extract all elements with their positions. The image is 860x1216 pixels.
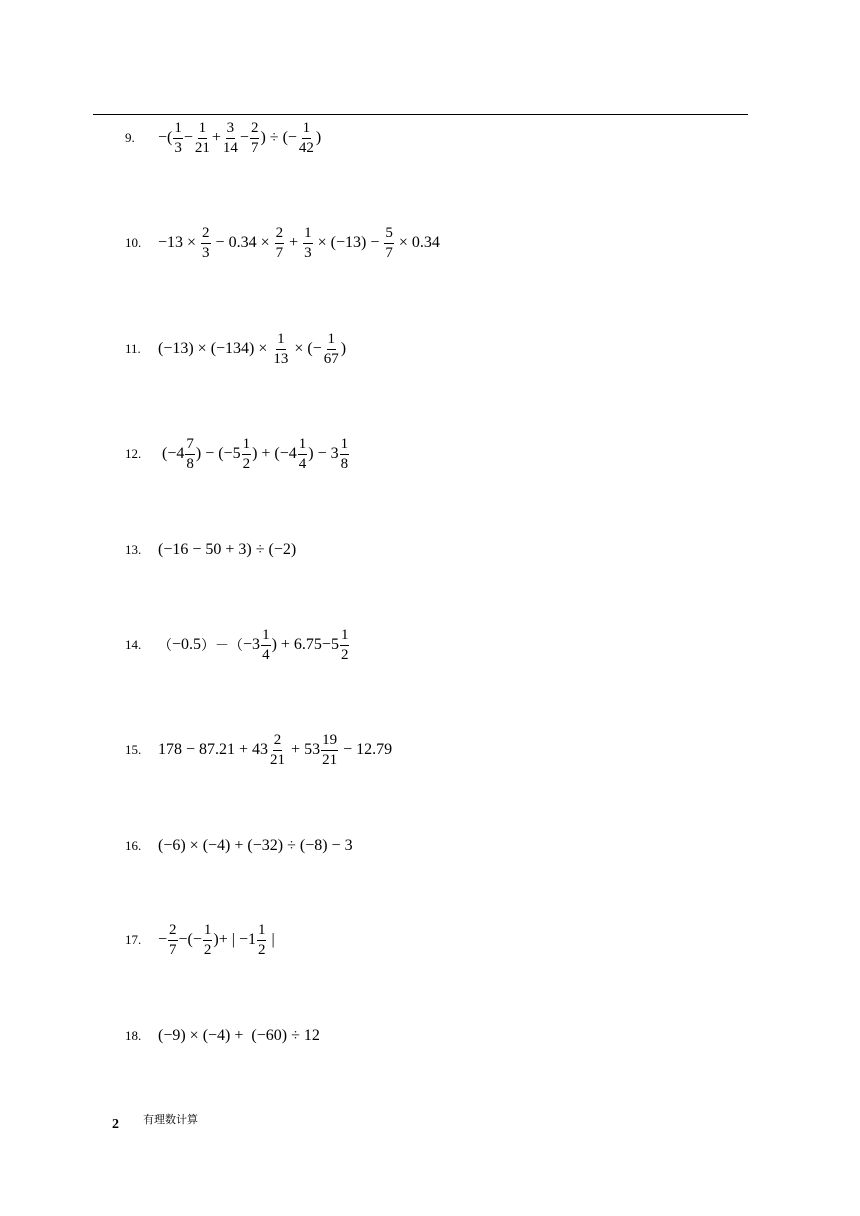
problem-item [125, 324, 745, 374]
fraction-numerator: 1 [203, 923, 213, 941]
expression-text: （ [158, 638, 172, 654]
fraction-numerator: 2 [273, 733, 283, 751]
fraction [340, 628, 350, 663]
problem-item [125, 525, 745, 575]
fraction [222, 121, 239, 156]
problem-number: 12. [125, 446, 142, 461]
expression-text: (−13) × (−134) × [158, 340, 272, 357]
expression-text: − [239, 129, 249, 146]
expression-text: (−6) × (−4) + (−32) ÷ (−8) − 3 [158, 837, 353, 854]
fraction-denominator: 7 [275, 244, 284, 261]
fraction-denominator: 21 [270, 751, 286, 768]
fraction-denominator: 3 [174, 139, 182, 156]
fraction-denominator: 42 [298, 139, 314, 156]
expression-text: ) + 6.75−5 [271, 636, 339, 653]
fraction-denominator: 3 [304, 244, 312, 261]
fraction-numerator: 1 [198, 121, 208, 139]
fraction [298, 121, 315, 156]
expression-text: −3 [243, 636, 261, 653]
fraction-numerator: 19 [321, 733, 338, 751]
expression-text: + [211, 129, 221, 146]
fraction-numerator: 1 [327, 332, 337, 350]
problem-number: 18. [125, 1028, 142, 1043]
fraction-denominator: 4 [298, 455, 307, 472]
problem-number: 15. [125, 742, 142, 757]
expression-text: × 0.34 [394, 234, 440, 251]
problem-expression [158, 821, 353, 871]
expression-text: ) [315, 129, 322, 146]
fraction [194, 121, 211, 156]
fraction-numerator: 7 [185, 437, 195, 455]
expression-text: + 53 [287, 741, 321, 758]
problem-item [125, 725, 745, 775]
fraction-numerator: 2 [275, 226, 285, 244]
fraction [323, 332, 340, 367]
fraction-denominator: 8 [340, 455, 349, 472]
problem-expression [158, 218, 440, 268]
problem-expression [158, 1011, 320, 1061]
problem-expression [158, 429, 350, 479]
expression-text: (−4 [158, 445, 185, 462]
fraction-denominator: 2 [257, 941, 266, 958]
problem-item [125, 113, 745, 163]
fraction-numerator: 1 [340, 628, 350, 646]
fraction-denominator: 14 [222, 139, 238, 156]
expression-text: −13 × [158, 234, 201, 251]
fraction-denominator: 7 [385, 244, 393, 261]
expression-text: × (− [290, 340, 322, 357]
fraction [269, 733, 286, 768]
fraction [168, 923, 178, 958]
expression-text: ) − 3 [308, 445, 339, 462]
fraction-numerator: 1 [298, 437, 308, 455]
fraction [250, 121, 260, 156]
expression-text: − 0.34 × [211, 234, 274, 251]
expression-text: ）－（ [201, 638, 244, 654]
fraction-numerator: 2 [250, 121, 260, 139]
expression-text: ) + (−4 [252, 445, 297, 462]
problem-item [125, 821, 745, 871]
fraction [298, 437, 308, 472]
expression-text: × (−13) − [313, 234, 384, 251]
expression-text: ) [340, 340, 347, 357]
expression-text: ) − (−5 [195, 445, 241, 462]
expression-text: −0.5 [172, 636, 202, 653]
expression-text: ) ÷ (− [260, 129, 297, 146]
problem-expression [158, 620, 350, 670]
expression-text: + [285, 234, 303, 251]
fraction-denominator: 21 [322, 751, 338, 768]
fraction-denominator: 2 [340, 646, 349, 663]
fraction-denominator: 8 [186, 455, 194, 472]
problem-number: 14. [125, 637, 142, 652]
fraction-numerator: 1 [302, 121, 312, 139]
fraction-numerator: 5 [384, 226, 394, 244]
problem-item [125, 915, 745, 965]
problem-number: 17. [125, 932, 142, 947]
fraction [257, 923, 267, 958]
expression-text: − [183, 129, 193, 146]
problem-item [125, 429, 745, 479]
fraction-denominator: 21 [194, 139, 210, 156]
problem-number: 10. [125, 235, 142, 250]
fraction-numerator: 2 [201, 226, 211, 244]
problem-number: 16. [125, 838, 142, 853]
problem-number: 11. [125, 341, 141, 356]
expression-text: (−16 − 50 + 3) ÷ (−2) [158, 541, 297, 558]
fraction-numerator: 1 [242, 437, 252, 455]
expression-text: −( [158, 129, 173, 146]
fraction-numerator: 1 [257, 923, 267, 941]
problem-item [125, 218, 745, 268]
problem-number: 13. [125, 542, 142, 557]
fraction [384, 226, 394, 261]
problem-expression [158, 113, 321, 163]
expression-text: | [267, 931, 275, 948]
fraction-denominator: 13 [273, 350, 289, 367]
fraction-numerator: 1 [340, 437, 350, 455]
fraction [275, 226, 285, 261]
fraction [203, 923, 213, 958]
fraction [303, 226, 313, 261]
fraction [173, 121, 183, 156]
expression-text: − [158, 931, 168, 948]
fraction-numerator: 1 [173, 121, 183, 139]
fraction [242, 437, 252, 472]
expression-text: 178 − 87.21 + 43 [158, 741, 269, 758]
expression-text: (−9) × (−4) + (−60) ÷ 12 [158, 1027, 320, 1044]
problem-expression [158, 525, 296, 575]
fraction-denominator: 4 [262, 646, 270, 663]
fraction-denominator: 7 [250, 139, 259, 156]
problem-expression [158, 915, 275, 965]
fraction-numerator: 1 [276, 332, 286, 350]
fraction-numerator: 1 [303, 226, 313, 244]
problem-expression [158, 725, 392, 775]
fraction-denominator: 67 [323, 350, 339, 367]
expression-text: −(− [178, 931, 202, 948]
footer-title: 有理数计算 [143, 1113, 198, 1126]
fraction-denominator: 2 [203, 941, 212, 958]
fraction-numerator: 1 [261, 628, 271, 646]
fraction [201, 226, 211, 261]
problem-item [125, 620, 745, 670]
fraction-denominator: 2 [242, 455, 251, 472]
expression-text: )+ | −1 [213, 931, 256, 948]
fraction [321, 733, 338, 768]
page-number: 2 [112, 1117, 119, 1132]
fraction-denominator: 3 [202, 244, 210, 261]
fraction-denominator: 7 [169, 941, 177, 958]
problem-item [125, 1011, 745, 1061]
problem-expression [158, 324, 346, 374]
fraction [272, 332, 289, 367]
fraction [261, 628, 271, 663]
fraction [185, 437, 195, 472]
fraction [340, 437, 350, 472]
fraction-numerator: 2 [168, 923, 178, 941]
fraction-numerator: 3 [226, 121, 236, 139]
expression-text: − 12.79 [339, 741, 393, 758]
problem-number: 9. [125, 130, 135, 145]
